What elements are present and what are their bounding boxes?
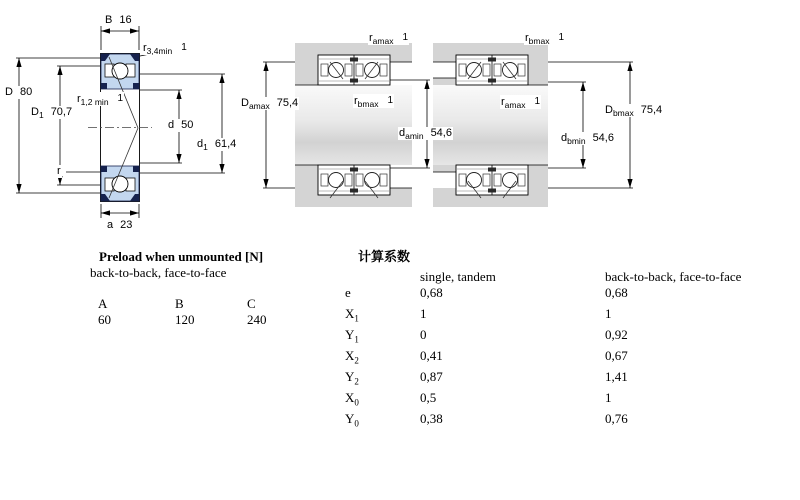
back-to-back-arrangement-drawing <box>263 43 430 207</box>
factor-paired-value: 0,76 <box>605 411 628 427</box>
dim-label-a: a 23 <box>107 219 133 231</box>
factor-row-label: $Y_0$ <box>345 411 359 429</box>
dim-label-Dbmax: $D_{bmax}$ 75,4 <box>605 104 663 119</box>
dim-label-D1: $D_1$ 70,7 <box>31 106 73 121</box>
preload-col-header: B <box>175 296 184 311</box>
factor-paired-value: 1 <box>605 390 612 406</box>
preload-subtitle: back-to-back, face-to-face <box>90 265 227 280</box>
dim-label-r12min: $r_{1,2 min}$ 1 <box>77 93 124 108</box>
dim-label-damin: $d_{amin}$ 54,6 <box>399 127 452 142</box>
dim-label-Damax: $D_{amax}$ 75,4 <box>241 97 299 112</box>
dim-label-B: B 16 <box>105 14 132 26</box>
dim-label-d1: $d_1$ 61,4 <box>197 138 237 153</box>
factor-single-value: 0,41 <box>420 348 443 364</box>
dim-label-ramax-f2f: $r_{amax}$ 1 <box>501 96 541 111</box>
preload-col-header: A <box>98 296 108 311</box>
dim-label-D: D 80 <box>5 86 33 98</box>
preload-value: 120 <box>175 312 195 327</box>
factor-paired-value: 0,92 <box>605 327 628 343</box>
factor-row-label: $Y_2$ <box>345 369 359 387</box>
preload-value: 60 <box>98 312 111 327</box>
factors-col2-header: back-to-back, face-to-face <box>605 269 742 284</box>
face-to-face-arrangement-drawing <box>433 43 633 207</box>
dim-label-rbmax-b2b: $r_{bmax}$ 1 <box>354 95 394 110</box>
preload-table <box>90 249 340 327</box>
factor-single-value: 0,87 <box>420 369 443 385</box>
factor-paired-value: 1,41 <box>605 369 628 385</box>
dim-label-ramax-b2b: $r_{amax}$ 1 <box>369 32 409 47</box>
dim-label-r34min: $r_{3,4min}$ 1 <box>143 42 187 57</box>
factors-col1-header: single, tandem <box>420 269 496 284</box>
preload-col-header: C <box>247 296 256 311</box>
factor-single-value: 1 <box>420 306 427 322</box>
preload-title: Preload when unmounted [N] <box>99 249 264 264</box>
factor-single-value: 0 <box>420 327 427 343</box>
dim-label-dbmin: $d_{bmin}$ 54,6 <box>561 132 614 147</box>
factor-row-label: $X_0$ <box>345 390 359 408</box>
factors-title: 计算系数 <box>358 249 411 264</box>
calculation-factors-table <box>345 249 785 432</box>
factor-row-label: $Y_1$ <box>345 327 359 345</box>
factor-row-label: e <box>345 285 351 301</box>
preload-value: 240 <box>247 312 267 327</box>
factor-row-label: $X_1$ <box>345 306 359 324</box>
factor-paired-value: 0,67 <box>605 348 628 364</box>
dim-label-d: d 50 <box>168 119 194 131</box>
factor-single-value: 0,5 <box>420 390 437 406</box>
factor-single-value: 0,68 <box>420 285 443 301</box>
factor-paired-value: 0,68 <box>605 285 628 301</box>
factor-paired-value: 1 <box>605 306 612 322</box>
dim-label-rbmax-f2f: $r_{bmax}$ 1 <box>525 32 565 47</box>
dim-label-r: r <box>57 165 61 177</box>
factor-row-label: $X_2$ <box>345 348 359 366</box>
factor-single-value: 0,38 <box>420 411 443 427</box>
